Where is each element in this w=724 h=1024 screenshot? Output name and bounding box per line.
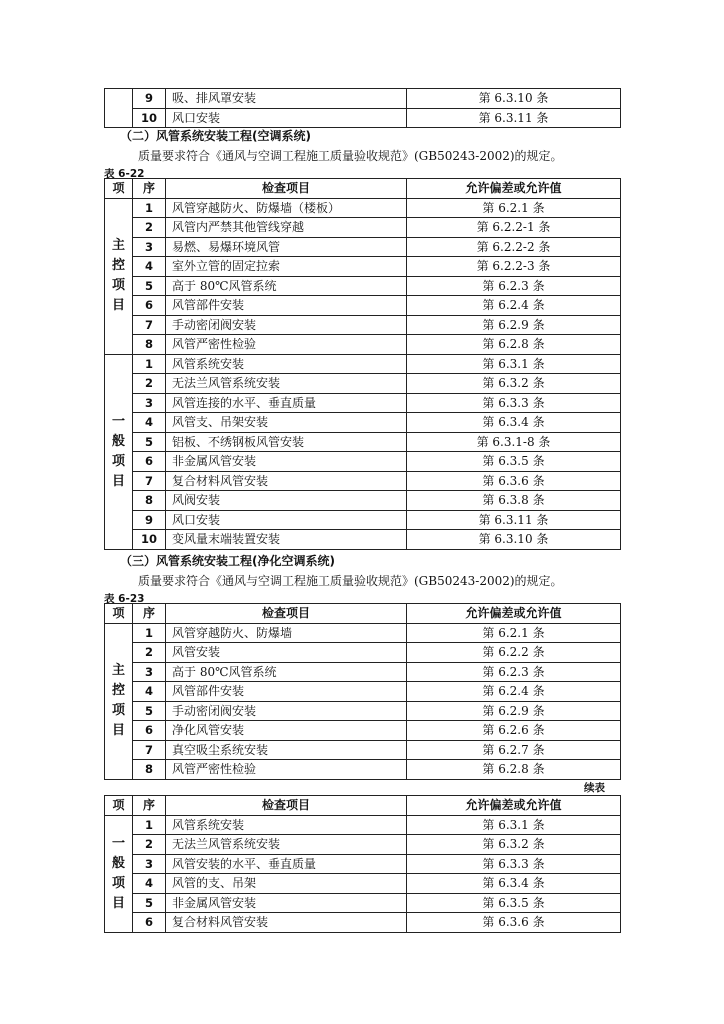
table-row xyxy=(105,854,621,874)
row-number: 1 xyxy=(133,623,166,643)
row-number: 7 xyxy=(133,471,166,491)
section3-heading: （三）风管系统安装工程(净化空调系统) xyxy=(120,554,335,568)
row-item: 风管严密性检验 xyxy=(166,760,407,780)
group-label-char: 目 xyxy=(111,298,125,313)
row-value: 第 6.2.6 条 xyxy=(407,721,621,741)
row-item: 风管系统安装 xyxy=(166,354,407,374)
row-value: 第 6.3.3 条 xyxy=(407,854,621,874)
table-row xyxy=(105,276,621,296)
table-row xyxy=(105,530,621,550)
table-6-23-label: 表 6-23 xyxy=(104,593,145,605)
table-row xyxy=(105,815,621,835)
row-item: 铝板、不绣钢板风管安装 xyxy=(166,432,407,452)
table-row xyxy=(105,491,621,511)
row-number: 8 xyxy=(133,491,166,511)
row-number: 2 xyxy=(133,643,166,663)
group-label-char: 般 xyxy=(111,855,125,871)
row-item: 无法兰风管系统安装 xyxy=(166,835,407,855)
row-item: 真空吸尘系统安装 xyxy=(166,740,407,760)
row-value: 第 6.3.11 条 xyxy=(407,510,621,530)
row-number: 3 xyxy=(133,662,166,682)
row-number: 8 xyxy=(133,760,166,780)
row-number: 6 xyxy=(133,452,166,472)
row-value: 第 6.2.9 条 xyxy=(407,315,621,335)
row-value: 第 6.2.9 条 xyxy=(407,701,621,721)
row-number: 9 xyxy=(133,89,166,109)
table-row xyxy=(105,218,621,238)
header-col4: 允许偏差或允许值 xyxy=(407,604,621,624)
group-label-char: 项 xyxy=(111,703,125,718)
table-row xyxy=(105,413,621,433)
row-item: 高于 80℃风管系统 xyxy=(166,276,407,296)
table-row xyxy=(105,740,621,760)
row-item: 非金属风管安装 xyxy=(166,893,407,913)
row-item: 风口安装 xyxy=(166,510,407,530)
group-cell xyxy=(105,89,133,128)
row-item: 风管系统安装 xyxy=(166,815,407,835)
table-row xyxy=(105,510,621,530)
row-number: 4 xyxy=(133,874,166,894)
row-number: 2 xyxy=(133,374,166,394)
row-value: 第 6.2.4 条 xyxy=(407,682,621,702)
row-value: 第 6.3.4 条 xyxy=(407,874,621,894)
row-number: 6 xyxy=(133,721,166,741)
group-label-char: 一 xyxy=(111,413,125,429)
row-value: 第 6.2.3 条 xyxy=(407,662,621,682)
row-value: 第 6.2.7 条 xyxy=(407,740,621,760)
row-number: 5 xyxy=(133,893,166,913)
row-value: 第 6.2.2 条 xyxy=(407,643,621,663)
header-col3: 检查项目 xyxy=(166,796,407,816)
row-item: 高于 80℃风管系统 xyxy=(166,662,407,682)
row-number: 8 xyxy=(133,335,166,355)
row-value: 第 6.3.2 条 xyxy=(407,835,621,855)
table-row xyxy=(105,623,621,643)
table-row xyxy=(105,662,621,682)
row-item: 风管部件安装 xyxy=(166,296,407,316)
table-header-row xyxy=(105,796,621,816)
header-col3: 检查项目 xyxy=(166,604,407,624)
row-value: 第 6.2.2-2 条 xyxy=(407,237,621,257)
row-number: 5 xyxy=(133,432,166,452)
table-header-row xyxy=(105,179,621,199)
table-row xyxy=(105,296,621,316)
row-item: 风管穿越防火、防爆墙（楼板） xyxy=(166,198,407,218)
table-6-23 xyxy=(104,603,620,780)
group-label-char: 主 xyxy=(111,663,125,678)
row-value: 第 6.3.1 条 xyxy=(407,815,621,835)
table-row xyxy=(105,760,621,780)
row-value: 第 6.2.1 条 xyxy=(407,623,621,643)
row-number: 2 xyxy=(133,835,166,855)
row-value: 第 6.3.5 条 xyxy=(407,893,621,913)
group-label-char: 控 xyxy=(111,683,125,698)
row-number: 10 xyxy=(133,530,166,550)
row-value: 第 6.3.5 条 xyxy=(407,452,621,472)
group-label xyxy=(105,198,133,354)
row-item: 风管穿越防火、防爆墙 xyxy=(166,623,407,643)
table-row xyxy=(105,643,621,663)
table-row xyxy=(105,315,621,335)
header-col1: 项 xyxy=(105,604,133,624)
section3-quality: 质量要求符合《通风与空调工程施工质量验收规范》(GB50243-2002)的规定。 xyxy=(138,574,563,588)
table-6-23-body xyxy=(105,604,621,780)
table-6-22 xyxy=(104,178,620,550)
table-row xyxy=(105,893,621,913)
table-row xyxy=(105,701,621,721)
row-value: 第 6.3.4 条 xyxy=(407,413,621,433)
table-header-row xyxy=(105,604,621,624)
row-number: 4 xyxy=(133,257,166,277)
group-label-char: 主 xyxy=(111,238,125,253)
group-label-char: 项 xyxy=(111,453,125,469)
row-value: 第 6.2.8 条 xyxy=(407,335,621,355)
group-label-char: 目 xyxy=(111,895,125,911)
table-row xyxy=(105,198,621,218)
continued-label: 续表 xyxy=(584,782,605,794)
row-value: 第 6.2.1 条 xyxy=(407,198,621,218)
group-label-char: 目 xyxy=(111,473,125,489)
row-number: 10 xyxy=(133,108,166,128)
group-label-char: 项 xyxy=(111,875,125,891)
group-label-char: 一 xyxy=(111,835,125,851)
group-label-char: 目 xyxy=(111,723,125,738)
table-row xyxy=(105,682,621,702)
row-item: 风管部件安装 xyxy=(166,682,407,702)
row-number: 3 xyxy=(133,237,166,257)
header-col2: 序 xyxy=(133,796,166,816)
table-row xyxy=(105,913,621,933)
row-number: 2 xyxy=(133,218,166,238)
table-row xyxy=(105,374,621,394)
header-col4: 允许偏差或允许值 xyxy=(407,796,621,816)
group-label xyxy=(105,354,133,549)
table-row xyxy=(105,257,621,277)
row-item: 净化风管安装 xyxy=(166,721,407,741)
row-item: 风管安装 xyxy=(166,643,407,663)
table-row xyxy=(105,335,621,355)
table-row xyxy=(105,452,621,472)
section2-heading: （二）风管系统安装工程(空调系统) xyxy=(120,129,311,143)
group-label-char: 项 xyxy=(111,278,125,293)
row-value: 第 6.3.6 条 xyxy=(407,913,621,933)
table-row xyxy=(105,89,621,109)
header-col2: 序 xyxy=(133,179,166,199)
row-number: 5 xyxy=(133,276,166,296)
row-number: 9 xyxy=(133,510,166,530)
row-number: 7 xyxy=(133,315,166,335)
row-number: 4 xyxy=(133,413,166,433)
table-6-22-label: 表 6-22 xyxy=(104,168,145,180)
row-item: 风口安装 xyxy=(166,108,407,128)
row-number: 6 xyxy=(133,913,166,933)
row-number: 6 xyxy=(133,296,166,316)
row-item: 风管支、吊架安装 xyxy=(166,413,407,433)
row-value: 第 6.3.1 条 xyxy=(407,354,621,374)
continued-table xyxy=(104,795,620,933)
table-row xyxy=(105,354,621,374)
row-item: 无法兰风管系统安装 xyxy=(166,374,407,394)
row-number: 1 xyxy=(133,354,166,374)
row-value: 第 6.3.8 条 xyxy=(407,491,621,511)
table-row xyxy=(105,108,621,128)
table-6-22-body xyxy=(105,179,621,550)
row-number: 4 xyxy=(133,682,166,702)
row-value: 第 6.3.11 条 xyxy=(407,108,621,128)
table-row xyxy=(105,835,621,855)
section2-quality: 质量要求符合《通风与空调工程施工质量验收规范》(GB50243-2002)的规定。 xyxy=(138,149,563,163)
row-item: 非金属风管安装 xyxy=(166,452,407,472)
row-value: 第 6.3.10 条 xyxy=(407,530,621,550)
table-row xyxy=(105,874,621,894)
row-item: 易燃、易爆环境风管 xyxy=(166,237,407,257)
row-item: 风管安装的水平、垂直质量 xyxy=(166,854,407,874)
row-item: 风管的支、吊架 xyxy=(166,874,407,894)
row-value: 第 6.3.1-8 条 xyxy=(407,432,621,452)
top-table-body xyxy=(105,89,621,128)
row-number: 3 xyxy=(133,393,166,413)
row-number: 5 xyxy=(133,701,166,721)
table-row xyxy=(105,471,621,491)
row-value: 第 6.3.6 条 xyxy=(407,471,621,491)
row-value: 第 6.3.3 条 xyxy=(407,393,621,413)
header-col1: 项 xyxy=(105,179,133,199)
table-row xyxy=(105,237,621,257)
row-item: 风管严密性检验 xyxy=(166,335,407,355)
row-value: 第 6.2.2-1 条 xyxy=(407,218,621,238)
row-number: 1 xyxy=(133,198,166,218)
row-value: 第 6.3.2 条 xyxy=(407,374,621,394)
table-row xyxy=(105,721,621,741)
continued-table-body xyxy=(105,796,621,933)
group-label-char: 控 xyxy=(111,258,125,273)
row-number: 1 xyxy=(133,815,166,835)
header-col3: 检查项目 xyxy=(166,179,407,199)
row-item: 复合材料风管安装 xyxy=(166,471,407,491)
header-col2: 序 xyxy=(133,604,166,624)
row-value: 第 6.2.2-3 条 xyxy=(407,257,621,277)
header-col1: 项 xyxy=(105,796,133,816)
header-col4: 允许偏差或允许值 xyxy=(407,179,621,199)
row-item: 手动密闭阀安装 xyxy=(166,701,407,721)
table-row xyxy=(105,393,621,413)
row-item: 变风量末端装置安装 xyxy=(166,530,407,550)
row-item: 手动密闭阀安装 xyxy=(166,315,407,335)
row-value: 第 6.3.10 条 xyxy=(407,89,621,109)
row-item: 复合材料风管安装 xyxy=(166,913,407,933)
row-item: 风阀安装 xyxy=(166,491,407,511)
row-value: 第 6.2.4 条 xyxy=(407,296,621,316)
row-value: 第 6.2.3 条 xyxy=(407,276,621,296)
group-label xyxy=(105,623,133,779)
row-item: 风管连接的水平、垂直质量 xyxy=(166,393,407,413)
row-item: 风管内严禁其他管线穿越 xyxy=(166,218,407,238)
top-table xyxy=(104,88,620,128)
group-label-char: 般 xyxy=(111,433,125,449)
row-number: 3 xyxy=(133,854,166,874)
table-row xyxy=(105,432,621,452)
row-number: 7 xyxy=(133,740,166,760)
row-value: 第 6.2.8 条 xyxy=(407,760,621,780)
group-label xyxy=(105,815,133,932)
row-item: 室外立管的固定拉索 xyxy=(166,257,407,277)
row-item: 吸、排风罩安装 xyxy=(166,89,407,109)
